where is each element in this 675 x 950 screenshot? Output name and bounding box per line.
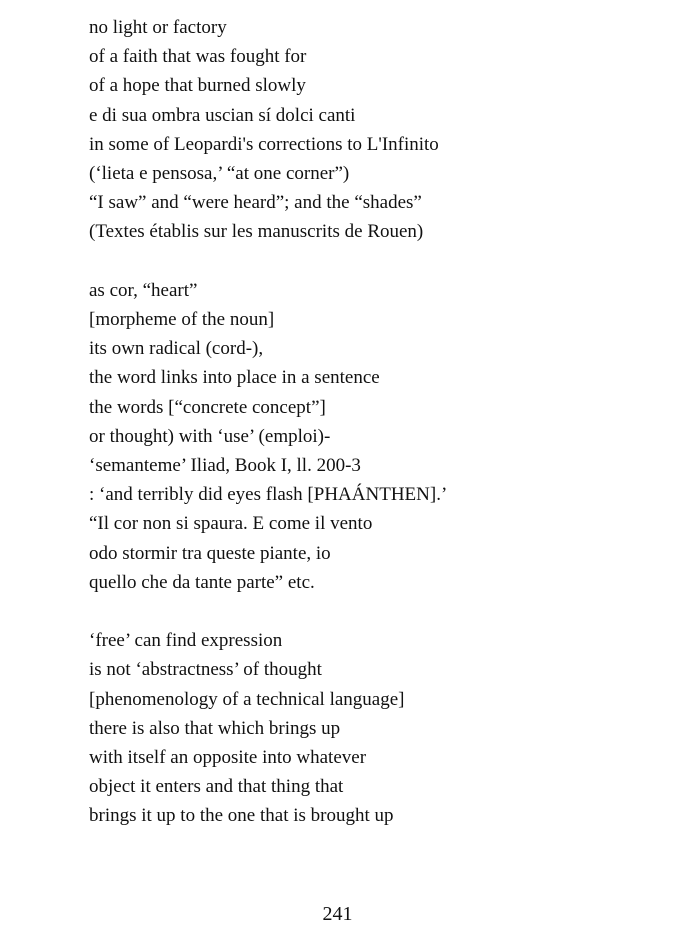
poem-line: brings it up to the one that is brought up — [89, 805, 394, 827]
poem-line: with itself an opposite into whatever — [89, 747, 367, 769]
poem-line: of a hope that burned slowly — [89, 75, 306, 97]
poem-line: its own radical (cord-), — [89, 338, 264, 360]
stanza-2 — [89, 276, 649, 597]
poem-line: the words [“concrete concept”] — [89, 396, 326, 418]
poem-line: of a faith that was fought for — [89, 46, 307, 68]
poem-line: [morpheme of the noun] — [89, 309, 275, 331]
poem-line: (‘lieta e pensosa,’ “at one corner”) — [89, 163, 350, 185]
poem-line: quello che da tante parte” etc. — [89, 571, 315, 593]
poem-line: object it enters and that thing that — [89, 776, 344, 798]
poem-line: “Il cor non si spaura. E come il vento — [89, 513, 373, 535]
poem-line: in some of Leopardi's corrections to L'Infinito — [89, 133, 439, 155]
poem-line: “I saw” and “were heard”; and the “shades” — [89, 192, 422, 214]
poem-text — [89, 13, 649, 831]
poem-line: as cor, “heart” — [89, 279, 198, 301]
stanza-1 — [89, 13, 649, 247]
poem-line: there is also that which brings up — [89, 717, 341, 739]
poem-line: ‘semanteme’ Iliad, Book I, ll. 200-3 — [89, 455, 361, 477]
poem-line: is not ‘abstractness’ of thought — [89, 659, 322, 681]
poem-line: e di sua ombra uscian sí dolci canti — [89, 104, 356, 126]
page-number: 241 — [322, 903, 353, 925]
poem-line: ‘free’ can find expression — [89, 630, 283, 652]
poem-line: odo stormir tra queste piante, io — [89, 542, 331, 564]
poem-line: no light or factory — [89, 17, 227, 38]
poem-line: (Textes établis sur les manuscrits de Rouen) — [89, 221, 424, 243]
poem-line: the word links into place in a sentence — [89, 367, 380, 389]
poem-line: [phenomenology of a technical language] — [89, 688, 405, 710]
poem-line: or thought) with ‘use’ (emploi)- — [89, 425, 331, 447]
poem-line: : ‘and terribly did eyes flash [PHAÁNTHEN].’ — [89, 484, 448, 506]
stanza-3 — [89, 626, 649, 830]
